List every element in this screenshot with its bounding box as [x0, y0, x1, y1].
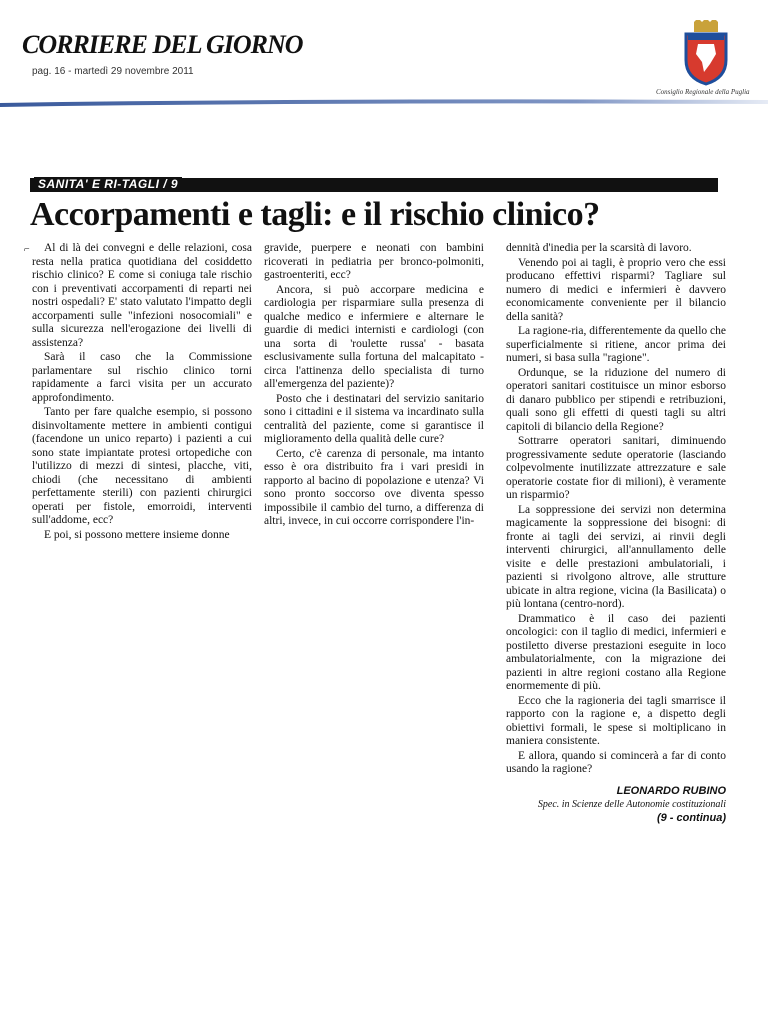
article-column-3 — [506, 242, 726, 825]
header-rule — [0, 98, 768, 108]
author-role: Spec. in Scienze delle Autonomie costituzionali — [537, 799, 726, 810]
paragraph: Ecco che la ragioneria dei tagli smarrisce il rapporto con la ragione e, a dispetto degli obiettivi formali, le spese si moltiplicano in maniera consistente. — [506, 694, 726, 747]
section-kicker: SANITA' E RI-TAGLI / 9 — [34, 177, 182, 191]
paragraph: Sottrarre operatori sanitari, diminuendo progressivamente sedute operatorie (lasciando colpevolmente inutilizzate attrezzature e sale operatorie costate fior di milioni), è veramente un risparmio? — [506, 435, 726, 501]
paragraph: Ordunque, se la riduzione del numero di operatori sanitari costituisce un minor esborso di danaro pubblico per stipendi e retribuzioni, quali sono gli effetti di questi tagli su altri capitoli di bilancio della Regione? — [506, 366, 726, 433]
paragraph: Certo, c'è carenza di personale, ma intanto esso è ora distribuito fra i vari presidi in rapporto al bacino di popolazione e utenza? Vi sono pronto soccorso ove diventa spesso impossibile il cambio del turno, a differenza di altri, invece, in cui occorre corrispondere l'in- — [264, 447, 484, 527]
article-column-2 — [264, 242, 484, 530]
paragraph: gravide, puerpere e neonati con bambini ricoverati in pediatria per bronco-polmoniti, gastroenteriti, ecc? — [264, 242, 484, 281]
logo-caption: Consiglio Regionale della Puglia — [656, 88, 750, 96]
article-headline: Accorpamenti e tagli: e il rischio clinico? — [30, 196, 600, 233]
regional-council-logo — [656, 20, 756, 100]
paragraph: Posto che i destinatari del servizio sanitario sono i cittadini e il sistema va incardinato sulla centralità del paziente, come si garantisce il miglioramento della qualità delle cure? — [264, 392, 484, 445]
paragraph: E poi, si possono mettere insieme donne — [44, 528, 230, 541]
paragraph: Al di là dei convegni e delle relazioni, cosa resta nella pratica quotidiana del cosiddetto rischio clinico? E come si coniuga tale rischio con i preventivati accorpamenti di reparti nei nostri ospedali? E' stato valutato l'impatto degli accorpamenti sulle "infezioni nosocomiali" e sulla sicurezza nell'erogazione dei livelli di assistenza? — [32, 242, 252, 349]
paragraph: Drammatico è il caso dei pazienti oncologici: con il taglio di medici, infermieri e postiletto diverse prestazioni eseguite in loco ambulatorialmente, con la migrazione dei pazienti in altre regioni costano alla Regione enormemente di più. — [506, 612, 726, 692]
paragraph: Ancora, si può accorpare medicina e cardiologia per risparmiare sulla presenza di qualche medico e infermiere e alternare le guardie di medici internisti e cardiologi (con una sorta di 'roulette russa' - basata esclusivamente sulla fortuna del malcapitato - circa l'attinenza dello specialista di turno all'emergenza del paziente)? — [264, 283, 484, 390]
coat-of-arms-icon — [676, 20, 736, 86]
paragraph: dennità d'inedia per la scarsità di lavoro. — [506, 242, 692, 254]
paragraph: Sarà il caso che la Commissione parlamentare sul rischio clinico torni rapidamente a farci visita per un accurato approfondimento. — [32, 351, 252, 404]
paragraph: Tanto per fare qualche esempio, si possono disinvoltamente mettere in ambienti contigui (facendone un unico reparto) i pazienti a cui sono state impiantate protesi ortopediche con l'utilizzo di mezzi di sintesi, placche, viti, chiodi (che necessitano di ambienti perfettamente sterili) con pazienti chirurgici operati per fistole, emorroidi, interventi sull'addome, ecc? — [32, 406, 252, 526]
paragraph: Venendo poi ai tagli, è proprio vero che essi producano effettivi risparmi? Tagliare sul numero di medici e infermieri è davvero economicamente conveniente per il bilancio della sanità? — [506, 256, 726, 323]
author-byline: LEONARDO RUBINO — [616, 784, 726, 797]
paragraph: La soppressione dei servizi non determina magicamente la soppressione dei bisogni: di fronte ai tagli dei servizi, ai rinvii degli interventi chirurgici, all'annullamento delle visite e delle prestazioni ambulatoriali, i pazienti si rivolgono altrove, alle strutture ubicate in altra regione, vicina (la Basilicata) o più lontana (centro-nord). — [506, 503, 726, 610]
paragraph-mark-icon: ⌐ — [24, 244, 30, 255]
masthead: CORRIERE DEL GIORNO — [22, 30, 303, 59]
paragraph: E allora, quando si comincerà a far di conto usando la ragione? — [506, 749, 726, 775]
paragraph: La ragione-ria, differentemente da quello che superficialmente si ritiene, ancor prima dei numeri, si basa sulla "ragione". — [506, 325, 726, 364]
article-column-1 — [32, 242, 252, 543]
dateline: pag. 16 - martedì 29 novembre 2011 — [32, 66, 194, 77]
continuation-note: (9 - continua) — [656, 811, 726, 824]
